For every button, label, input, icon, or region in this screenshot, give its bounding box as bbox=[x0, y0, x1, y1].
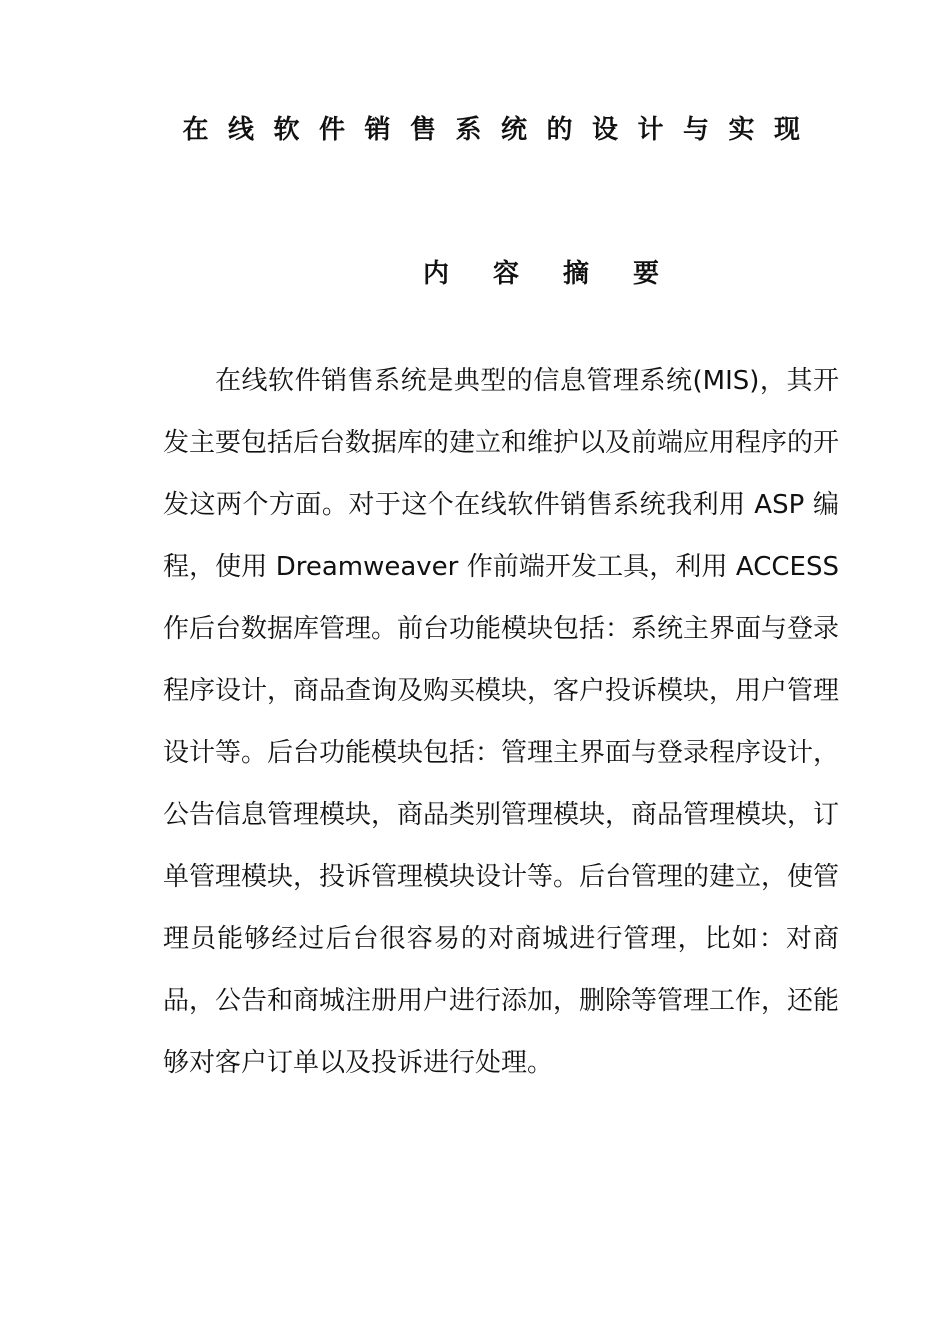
abstract-heading-char: 要 bbox=[633, 259, 660, 289]
abstract-paragraph: 在线软件销售系统是典型的信息管理系统(MIS)，其开发主要包括后台数据库的建立和维护以及前端应用程序的开发这两个方面。对于这个在线软件销售系统我利用 ASP 编程，使用 Dreamweaver 作前端开发工具，利用 ACCESS 作后台数据库管理。前台功能模块包括：系统主界面与登录程序设计，商品查询及购买模块，客户投诉模块，用户管理设计等。后台功能模块包括：管理主界面与登录程序设计，公告信息管理模块，商品类别管理模块，商品管理模块，订单管理模块，投诉管理模块设计等。后台管理的建立，使管理员能够经过后台很容易的对商城进行管理，比如：对商品，公告和商城注册用户进行添加，删除等管理工作，还能够对客户订单以及投诉进行处理。 bbox=[163, 366, 840, 1078]
document-title: 在线软件销售系统的设计与实现 bbox=[182, 115, 820, 145]
abstract-heading bbox=[163, 252, 839, 296]
abstract-heading-char: 内 bbox=[422, 259, 449, 289]
abstract-heading-char: 摘 bbox=[563, 259, 590, 289]
abstract-heading-char: 容 bbox=[492, 259, 519, 289]
